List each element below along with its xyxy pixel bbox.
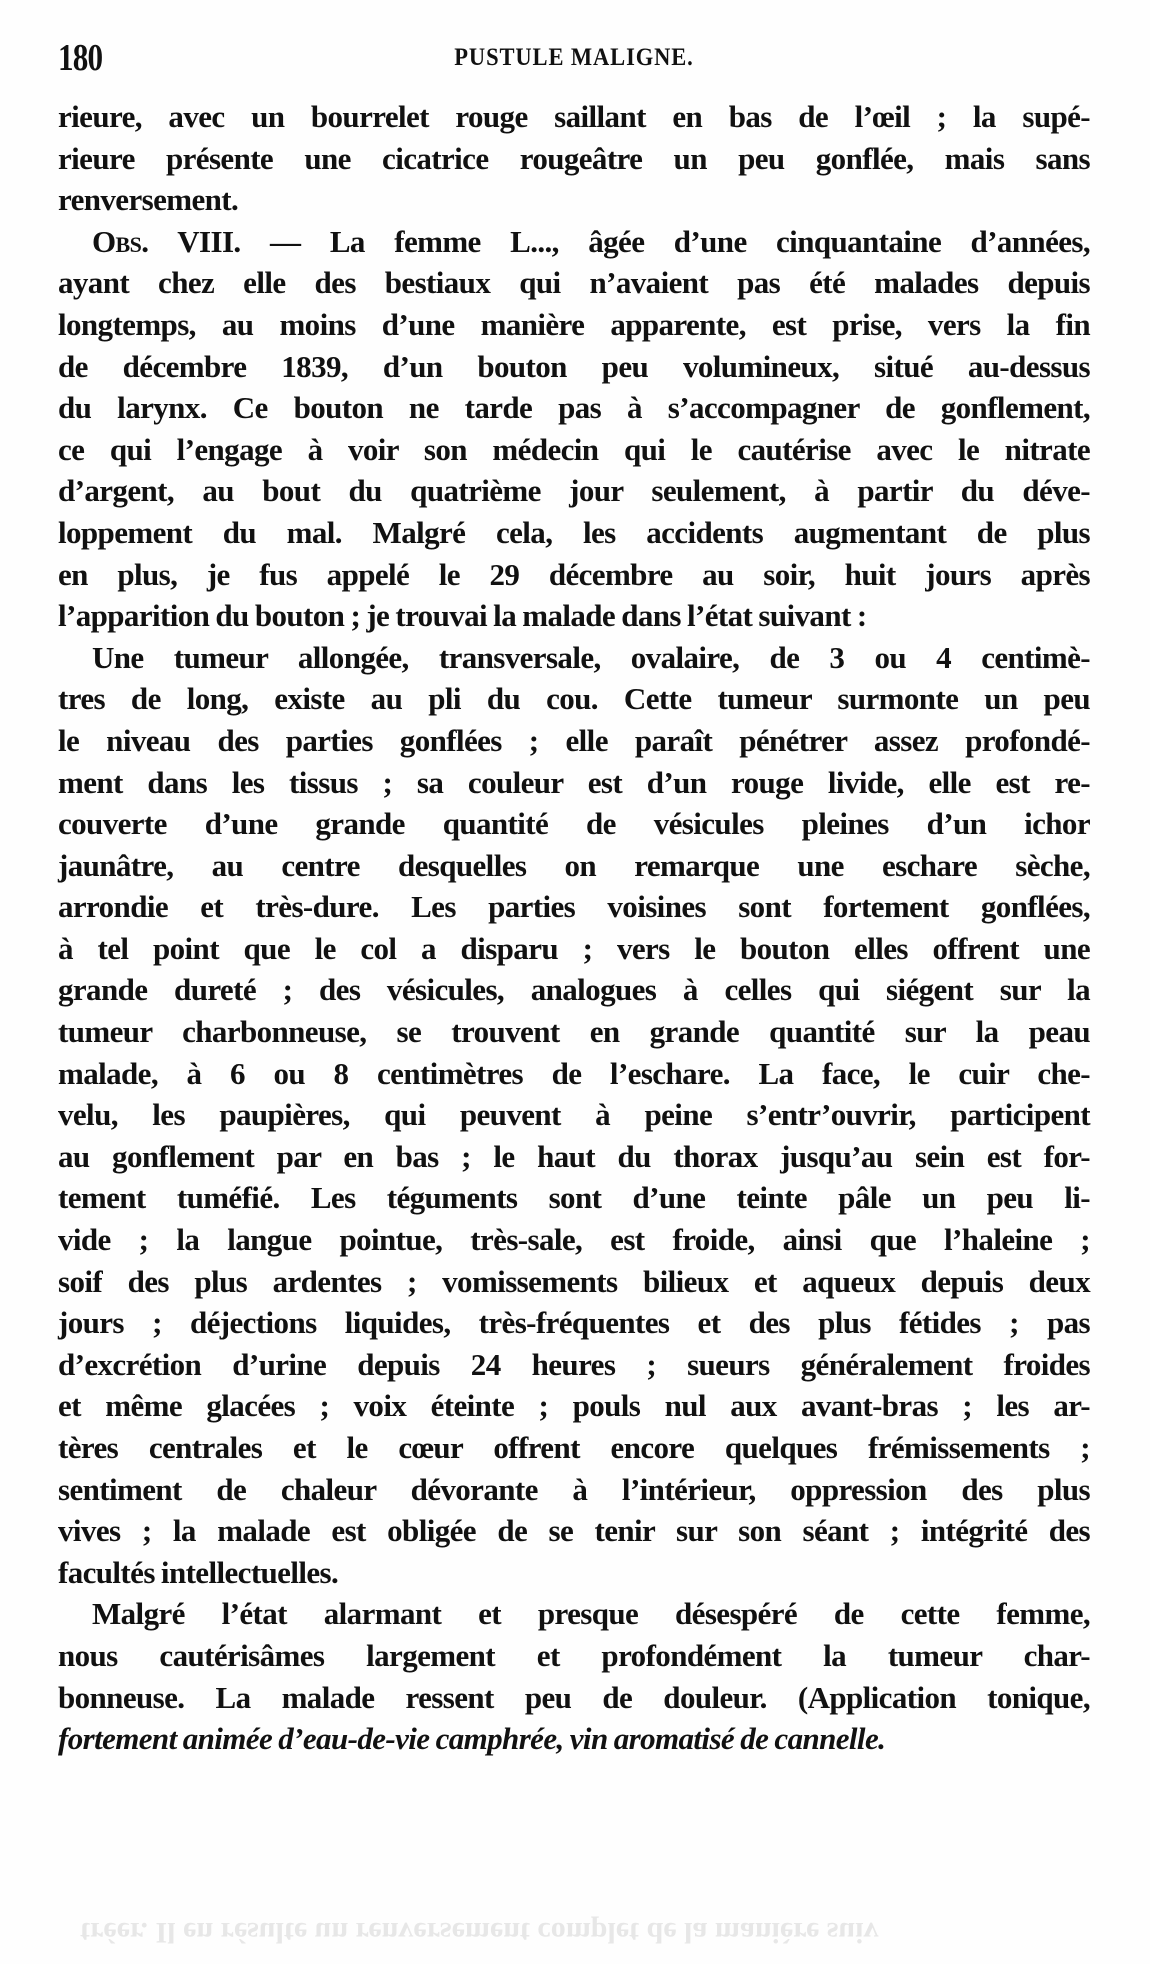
text-line: malade, à 6 ou 8 centimètres de l’eschare. La face, le cuir che- (58, 1055, 1090, 1091)
text-line: du larynx. Ce bouton ne tarde pas à s’accompagner de gonflement, (58, 390, 1090, 426)
text-line: velu, les paupières, qui peuvent à peine s’entr’ouvrir, participent (58, 1097, 1090, 1133)
text-line: couverte d’une grande quantité de vésicules pleines d’un ichor (58, 806, 1090, 842)
line-text: — La femme L..., âgée d’une cinquantaine d’années, (240, 223, 1091, 259)
text-line: bonneuse. La malade ressent peu de douleur. (Application tonique, (58, 1679, 1090, 1715)
text-line: vives ; la malade est obligée de se tenir sur son séant ; intégrité des (58, 1513, 1090, 1549)
bleed-through-text: tréer. Il en résulte un renversement complet de la manière suiv (80, 1916, 879, 1949)
text-line: et même glacées ; voix éteinte ; pouls nul aux avant-bras ; les ar- (58, 1388, 1090, 1424)
text-line: sentiment de chaleur dévorante à l’intérieur, oppression des plus (58, 1471, 1090, 1507)
text-line: tumeur charbonneuse, se trouvent en grande quantité sur la peau (58, 1014, 1090, 1050)
paragraph (58, 1593, 1090, 1759)
text-line: au gonflement par en bas ; le haut du thorax jusqu’au sein est for- (58, 1138, 1090, 1174)
text-line: l’apparition du bouton ; je trouvai la malade dans l’état suivant : (58, 598, 867, 634)
text-line: jours ; déjections liquides, très-fréquentes et des plus fétides ; pas (58, 1305, 1090, 1341)
text-line: en plus, je fus appelé le 29 décembre au soir, huit jours après (58, 556, 1090, 592)
text-line: d’excrétion d’urine depuis 24 heures ; sueurs généralement froides (58, 1346, 1090, 1382)
text-line: Malgré l’état alarmant et presque désespéré de cette femme, (92, 1596, 1090, 1632)
text-line: soif des plus ardentes ; vomissements bilieux et aqueux depuis deux (58, 1263, 1090, 1299)
paragraph (58, 96, 1090, 221)
text-line: rieure présente une cicatrice rougeâtre un peu gonflée, mais sans (58, 140, 1090, 176)
text-line: renversement. (58, 182, 239, 218)
text-line: à tel point que le col a disparu ; vers le bouton elles offrent une (58, 930, 1090, 966)
text-line: tement tuméfié. Les téguments sont d’une teinte pâle un peu li- (58, 1180, 1090, 1216)
text-line: loppement du mal. Malgré cela, les accidents augmentant de plus (58, 514, 1090, 550)
paragraph (58, 637, 1090, 1594)
text-line: longtemps, au moins d’une manière apparente, est prise, vers la fin (58, 306, 1090, 342)
text-line: nous cautérisâmes largement et profondément la tumeur char- (58, 1637, 1090, 1673)
text-line: grande dureté ; des vésicules, analogues à celles qui siégent sur la (58, 972, 1090, 1008)
text-line: de décembre 1839, d’un bouton peu volumineux, situé au-dessus (58, 348, 1090, 384)
page-header (58, 36, 1090, 80)
observation-label: Obs. VIII. (92, 223, 241, 259)
paragraph (58, 221, 1090, 637)
text-line: d’argent, au bout du quatrième jour seulement, à partir du déve- (58, 473, 1090, 509)
text-line: tères centrales et le cœur offrent encore quelques frémissements ; (58, 1430, 1090, 1465)
text-line: tres de long, existe au pli du cou. Cette tumeur surmonte un peu (58, 681, 1090, 717)
text-line: ce qui l’engage à voir son médecin qui le cautérise avec le nitrate (58, 431, 1090, 467)
text-line: rieure, avec un bourrelet rouge saillant en bas de l’œil ; la supé- (58, 99, 1090, 134)
page-number: 180 (58, 37, 103, 79)
text-line: le niveau des parties gonflées ; elle paraît pénétrer assez profondé- (58, 722, 1090, 758)
text-line: arrondie et très-dure. Les parties voisines sont fortement gonflées, (58, 889, 1090, 925)
text-line: vide ; la langue pointue, très-sale, est froide, ainsi que l’haleine ; (58, 1222, 1090, 1258)
body-text (58, 96, 1090, 1760)
text-line: ayant chez elle des bestiaux qui n’avaient pas été malades depuis (58, 265, 1090, 301)
text-line: Une tumeur allongée, transversale, ovalaire, de 3 ou 4 centimè- (92, 639, 1090, 675)
text-line: fortement animée d’eau-de-vie camphrée, vin aromatisé de cannelle. (58, 1721, 886, 1757)
text-line (58, 221, 1090, 263)
text-line: jaunâtre, au centre desquelles on remarque une eschare sèche, (58, 847, 1090, 883)
text-line: ment dans les tissus ; sa couleur est d’un rouge livide, elle est re- (58, 764, 1090, 800)
running-title: PUSTULE MALIGNE. (454, 44, 694, 71)
text-line: facultés intellectuelles. (58, 1554, 339, 1590)
